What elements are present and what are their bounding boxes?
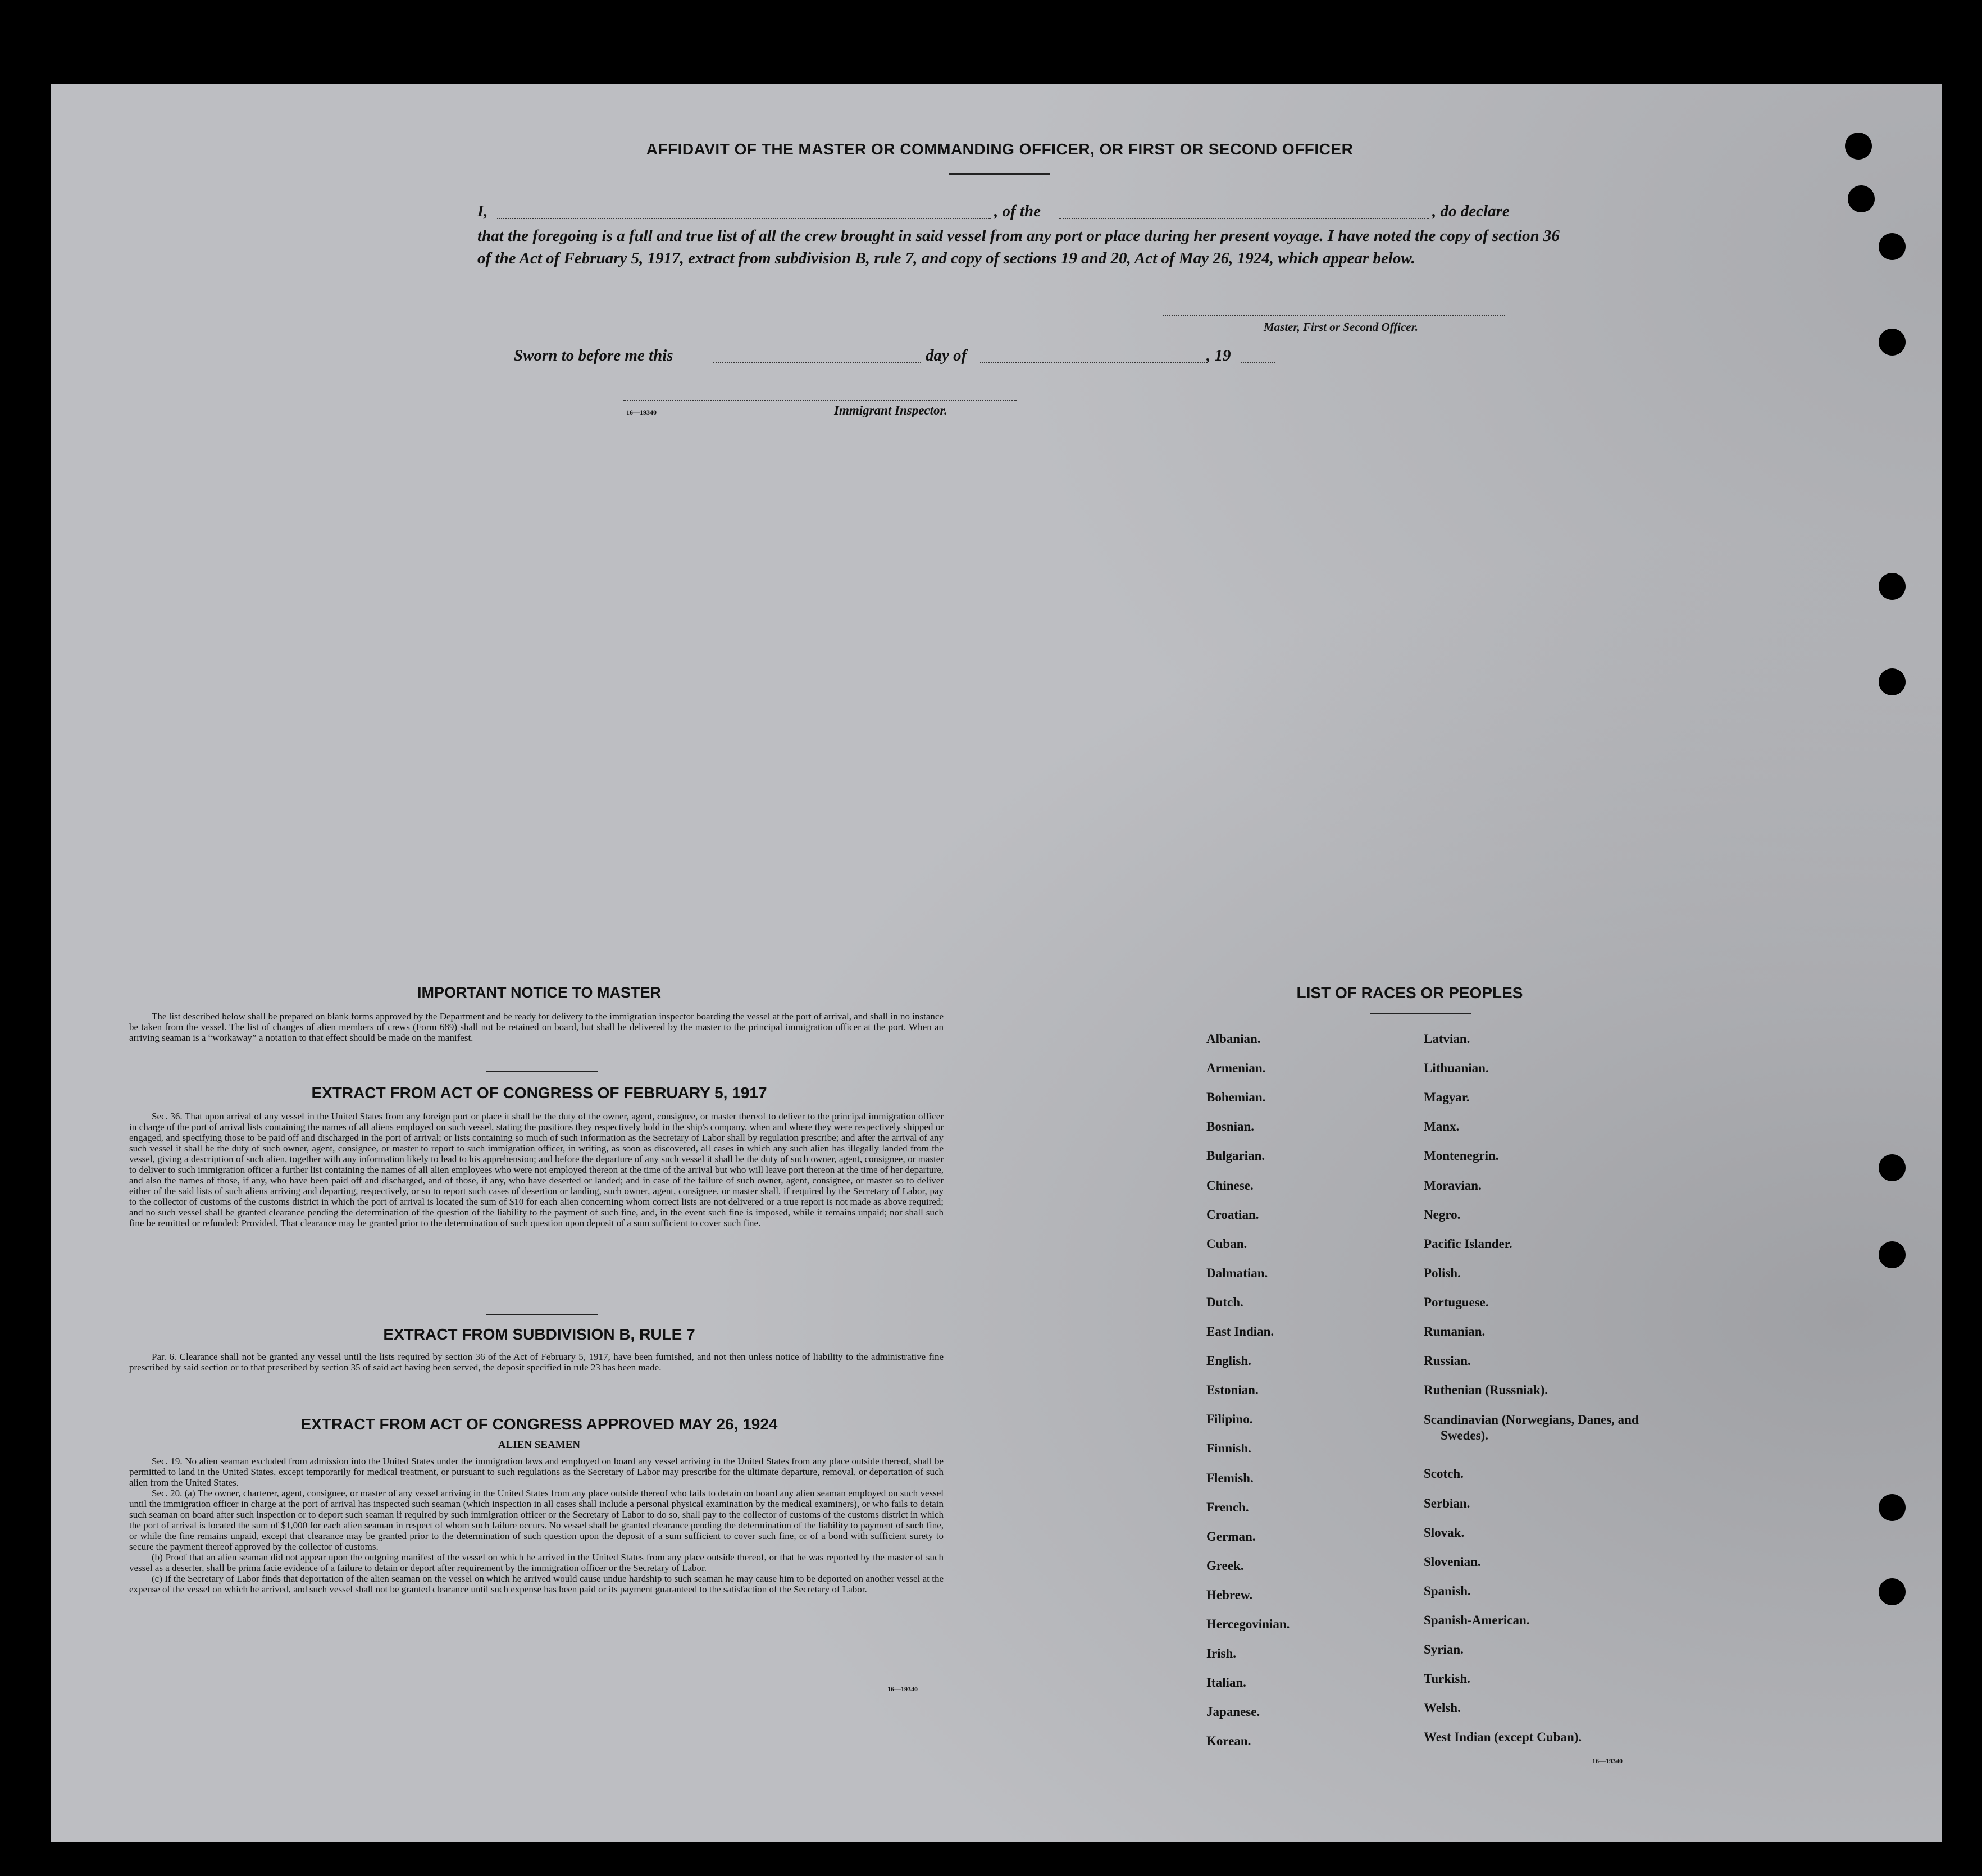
rule-7-text	[129, 1351, 944, 1373]
vessel-field[interactable]	[1059, 218, 1429, 219]
race-item: West Indian (except Cuban).	[1424, 1730, 1582, 1745]
race-item: Estonian.	[1206, 1383, 1259, 1397]
race-item: Hebrew.	[1206, 1587, 1252, 1602]
par-6-paragraph: Par. 6. Clearance shall not be granted any vessel until the lists required by section 36 of the Act of February 5, 1917, have been furnished, and not then unless notice of liability to the administrative fine prescribed by said section or to that prescribed by section 35 of said act having been served, the deposit specified in rule 23 has been made.	[129, 1351, 944, 1373]
i-label: I,	[477, 202, 488, 220]
sworn-label: Sworn to before me this	[514, 347, 673, 365]
race-item: Magyar.	[1424, 1090, 1470, 1105]
race-item: Bulgarian.	[1206, 1149, 1265, 1163]
race-item: Rumanian.	[1424, 1324, 1486, 1338]
race-item: Italian.	[1206, 1675, 1246, 1690]
race-item: Turkish.	[1424, 1672, 1470, 1686]
race-item: Flemish.	[1206, 1470, 1254, 1485]
punch-hole	[1879, 1241, 1906, 1268]
punch-hole	[1848, 185, 1875, 212]
name-field[interactable]	[497, 218, 991, 219]
extract-1917-title: EXTRACT FROM ACT OF CONGRESS OF FEBRUARY 5, 1917	[311, 1084, 767, 1101]
race-item: Spanish-American.	[1424, 1613, 1530, 1627]
master-signature-label: Master, First or Second Officer.	[1264, 320, 1418, 334]
race-item: Portuguese.	[1424, 1295, 1489, 1309]
race-item: Bosnian.	[1206, 1119, 1255, 1134]
race-item: Welsh.	[1424, 1701, 1461, 1715]
sworn-month-field[interactable]	[980, 362, 1205, 363]
sworn-year-field[interactable]	[1241, 362, 1275, 363]
master-signature-field[interactable]	[1163, 315, 1505, 316]
race-item: Armenian.	[1206, 1061, 1266, 1076]
extract-1924-title: EXTRACT FROM ACT OF CONGRESS APPROVED MAY 26, 1924	[300, 1415, 778, 1433]
race-item: Irish.	[1206, 1646, 1237, 1661]
day-of-label: day of	[926, 347, 967, 365]
races-title: LIST OF RACES OR PEOPLES	[1296, 984, 1523, 1001]
race-item: Russian.	[1424, 1354, 1471, 1368]
race-item: Lithuanian.	[1424, 1061, 1489, 1076]
punch-hole	[1879, 1494, 1906, 1521]
race-item: English.	[1206, 1354, 1251, 1368]
race-item: Japanese.	[1206, 1705, 1260, 1719]
sworn-day-field[interactable]	[713, 362, 921, 363]
race-item: Korean.	[1206, 1734, 1251, 1748]
race-item: Filipino.	[1206, 1412, 1253, 1427]
race-item: Slovak.	[1424, 1525, 1465, 1540]
race-item: Serbian.	[1424, 1496, 1470, 1510]
alien-seamen-subtitle: ALIEN SEAMEN	[498, 1439, 581, 1451]
race-item: Negro.	[1424, 1207, 1461, 1222]
punch-hole	[1879, 329, 1906, 356]
race-item: Montenegrin.	[1424, 1149, 1499, 1163]
inspector-label: Immigrant Inspector.	[834, 403, 947, 417]
race-item: German.	[1206, 1529, 1256, 1543]
sec-20b-paragraph: (b) Proof that an alien seaman did not appear upon the outgoing manifest of the vessel on which he arrived in the United States from any place outside thereof, or that he was reported by the master of such vessel as a deserter, shall be prima facie evidence of a failure to detain or deport after requirement by the immigration officer or the Secretary of Labor.	[129, 1552, 944, 1573]
section-divider	[486, 1071, 598, 1072]
punch-hole	[1879, 573, 1906, 600]
extract-1917-text	[129, 1111, 944, 1228]
race-item: Syrian.	[1424, 1642, 1464, 1656]
race-item: Croatian.	[1206, 1207, 1259, 1222]
year-label: , 19	[1206, 347, 1231, 365]
race-item: Dutch.	[1206, 1295, 1243, 1309]
punch-hole	[1879, 1154, 1906, 1181]
race-item: Hercegovinian.	[1206, 1617, 1290, 1631]
race-item: Slovenian.	[1424, 1554, 1481, 1569]
punch-hole	[1879, 1578, 1906, 1605]
race-item: Chinese.	[1206, 1178, 1254, 1192]
do-declare-label: , do declare	[1432, 202, 1510, 220]
race-item: Moravian.	[1424, 1178, 1482, 1192]
race-item: Scandinavian (Norwegians, Danes, and Swedes).	[1424, 1413, 1639, 1443]
race-item: Spanish.	[1424, 1583, 1471, 1598]
extract-1924-text	[129, 1456, 944, 1595]
form-number: 16—19340	[1592, 1757, 1623, 1765]
race-item: Greek.	[1206, 1558, 1244, 1573]
race-item: Ruthenian (Russniak).	[1424, 1383, 1548, 1397]
sec-20c-paragraph: (c) If the Secretary of Labor finds that deportation of the alien seaman on the vessel on which he arrived would cause undue hardship to such seaman he may cause him to be deported on another vessel at the expense of the vessel on which he arrived, and such vessel shall not be granted clearance until such expense has been paid or its payment guaranteed to the satisfaction of the Secretary of Labor.	[129, 1573, 944, 1595]
punch-hole	[1845, 133, 1872, 160]
race-item: Pacific Islander.	[1424, 1236, 1512, 1251]
declaration-text: that the foregoing is a full and true list of all the crew brought in said vessel from any port or place during her present voyage. I have noted the copy of section 36 of the Act of February 5, 1917, extract from subdivision B, rule 7, and copy of sections 19 and 20, Act of May 26, 1924, which appear below.	[477, 227, 1560, 267]
race-item: Manx.	[1424, 1119, 1460, 1134]
notice-title: IMPORTANT NOTICE TO MASTER	[417, 984, 661, 1001]
race-item: Albanian.	[1206, 1032, 1261, 1046]
race-item: French.	[1206, 1500, 1249, 1514]
race-item: Polish.	[1424, 1265, 1461, 1280]
race-item: Scotch.	[1424, 1467, 1464, 1481]
section-divider	[486, 1314, 598, 1315]
race-item: Finnish.	[1206, 1441, 1251, 1456]
sec-19-paragraph: Sec. 19. No alien seaman excluded from admission into the United States under the immigration laws and employed on board any vessel arriving in the United States from any place outside thereof, shall be permitted to land in the United States, except temporarily for medical treatment, or pursuant to such regulations as the Secretary of Labor may prescribe for the ultimate departure, removal, or deportation of such alien from the United States.	[129, 1456, 944, 1488]
race-item: Cuban.	[1206, 1236, 1247, 1251]
punch-hole	[1879, 233, 1906, 260]
race-item: East Indian.	[1206, 1324, 1274, 1338]
race-item: Latvian.	[1424, 1032, 1470, 1046]
form-number: 16—19340	[887, 1685, 918, 1693]
sec-36-paragraph: Sec. 36. That upon arrival of any vessel in the United States from any foreign port or place it shall be the duty of the owner, agent, consignee, or master thereof to deliver to the principal immigration officer in charge of the port of arrival lists containing the names of all aliens employed on such vessel, stating the positions they respectively hold in the ship's company, when and where they were respectively shipped or engaged, and specifying those to be paid off and discharged in the port of arrival; or lists containing so much of such information as the Secretary of Labor shall by regulation prescribe; and after the arrival of any such vessel it shall be the duty of such owner, agent, consignee, or master to report to such immigration officer, in writing, as soon as discovered, all cases in which any such alien has illegally landed from the vessel, giving a description of such alien, together with any information likely to lead to his apprehension; and before the departure of any such vessel it shall be the duty of such owner, agent, consignee, or master to deliver to such immigration officer a further list containing the names of all alien employees who were not employed thereon at the time of the arrival but who will leave port thereon at the time of her departure, and also the names of those, if any, who have been paid off and discharged, and of those, if any, who have deserted or landed; and in case of the failure of such owner, agent, consignee, or master so to deliver either of the said lists of such aliens arriving and departing, respectively, or so to report such cases of desertion or landing, such owner, agent, consignee, or master shall, if required by the Secretary of Labor, pay to the collector of customs of the customs district in which the port of arrival is located the sum of $10 for each alien concerning whom correct lists are not delivered or a true report is not made as above required; and no such vessel shall be granted clearance pending the determination of the question of the liability to the payment of such fine, and, in the event such fine is imposed, while it remains unpaid; nor shall such fine be remitted or refunded: Provided, That clearance may be granted prior to the determination of such question upon deposit of a sum sufficient to cover such fine.	[129, 1111, 944, 1228]
title-underline	[949, 173, 1050, 175]
sec-20a-paragraph: Sec. 20. (a) The owner, charterer, agent, consignee, or master of any vessel arriving in the United States from any place outside thereof who fails to detain on board any alien seaman employed on such vessel until the immigration officer in charge at the port of arrival has inspected such seaman (which inspection in all cases shall include a personal physical examination by the medical examiners), or who fails to detain such seaman on board after such inspection or to deport such seaman if required by such immigration officer or the Secretary of Labor to do so, shall pay to the collector of customs of the customs district in which the port of arrival is located the sum of $1,000 for each alien seaman in respect of whom such failure occurs. No vessel shall be granted clearance pending the determination of the liability to payment of such fine, or while the fine remains unpaid, except that clearance may be granted prior to the determination of such question upon the deposit of a sum sufficient to cover such fine, or of a bond with sufficient surety to secure the payment thereof approved by the collector of customs.	[129, 1488, 944, 1552]
rule-7-title: EXTRACT FROM SUBDIVISION B, RULE 7	[383, 1326, 695, 1343]
race-item: Bohemian.	[1206, 1090, 1266, 1105]
race-item: Dalmatian.	[1206, 1265, 1268, 1280]
races-title-underline	[1370, 1013, 1471, 1014]
punch-hole	[1879, 668, 1906, 695]
notice-paragraph: The list described below shall be prepared on blank forms approved by the Department and be ready for delivery to the immigration inspector boarding the vessel at the port of arrival, and shall in no instance be taken from the vessel. The list of changes of alien members of crews (Form 689) shall not be retained on board, but shall be delivered by the master to the principal immigration officer at the port. When an arriving seaman is a “workaway” a notation to that effect should be made on the manifest.	[129, 1011, 944, 1043]
affidavit-title: AFFIDAVIT OF THE MASTER OR COMMANDING OFFICER, OR FIRST OR SECOND OFFICER	[646, 140, 1354, 158]
notice-text	[129, 1011, 944, 1043]
of-the-label: , of the	[994, 202, 1041, 220]
inspector-signature-field[interactable]	[623, 400, 1017, 401]
form-number: 16—19340	[626, 408, 657, 416]
